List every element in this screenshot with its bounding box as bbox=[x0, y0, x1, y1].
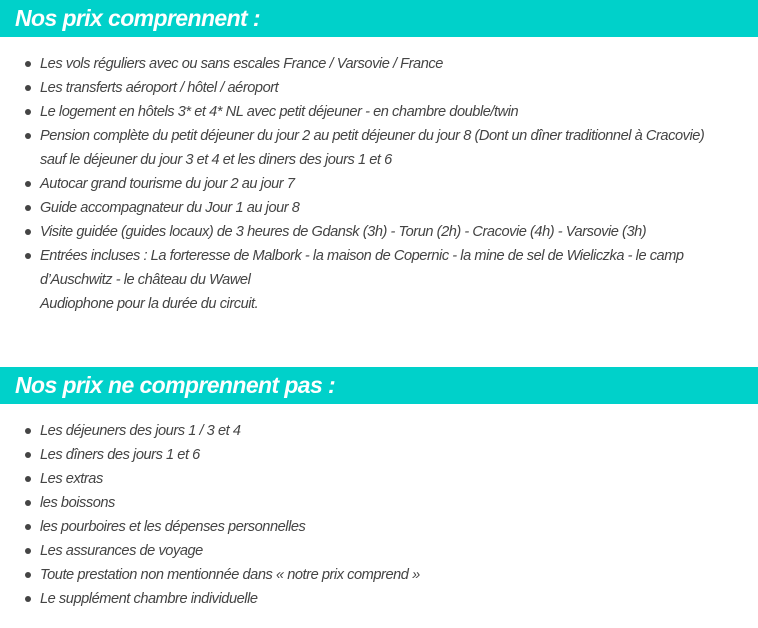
bullet-icon bbox=[25, 428, 31, 434]
list-item-continuation: sauf le déjeuner du jour 3 et 4 et les diners des jours 1 et 6 bbox=[40, 152, 392, 168]
list-item: Les dîners des jours 1 et 6 bbox=[0, 443, 420, 467]
list-item: Les extras bbox=[0, 467, 420, 491]
bullet-icon bbox=[25, 205, 31, 211]
bullet-icon bbox=[25, 572, 31, 578]
bullet-icon bbox=[25, 85, 31, 91]
list-item-continuation: Audiophone pour la durée du circuit. bbox=[40, 296, 259, 312]
list-item: les boissons bbox=[0, 491, 420, 515]
bullet-icon bbox=[25, 596, 31, 602]
list-item-continuation: d’Auschwitz - le château du Wawel bbox=[40, 272, 251, 288]
included-list bbox=[0, 52, 704, 316]
excluded-list bbox=[0, 419, 420, 611]
bullet-icon bbox=[25, 229, 31, 235]
list-item: Le supplément chambre individuelle bbox=[0, 587, 420, 611]
section-title: Nos prix ne comprennent pas : bbox=[15, 372, 335, 398]
section-header-excluded bbox=[0, 367, 758, 404]
list-item: Les assurances de voyage bbox=[0, 539, 420, 563]
list-item: Visite guidée (guides locaux) de 3 heures de Gdansk (3h) - Torun (2h) - Cracovie (4h) - Varsovie (3h) bbox=[0, 220, 704, 244]
list-item: les pourboires et les dépenses personnelles bbox=[0, 515, 420, 539]
list-item: Entrées incluses : La forteresse de Malbork - la maison de Copernic - la mine de sel de Wieliczka - le camp bbox=[0, 244, 704, 268]
bullet-icon bbox=[25, 476, 31, 482]
list-item: Les déjeuners des jours 1 / 3 et 4 bbox=[0, 419, 420, 443]
bullet-icon bbox=[25, 548, 31, 554]
section-title: Nos prix comprennent : bbox=[15, 5, 260, 31]
list-item: Pension complète du petit déjeuner du jour 2 au petit déjeuner du jour 8 (Dont un dîner traditionnel à Cracovie) bbox=[0, 124, 704, 148]
bullet-icon bbox=[25, 61, 31, 67]
bullet-icon bbox=[25, 524, 31, 530]
list-item: Autocar grand tourisme du jour 2 au jour 7 bbox=[0, 172, 704, 196]
bullet-icon bbox=[25, 452, 31, 458]
bullet-icon bbox=[25, 109, 31, 115]
section-header-included bbox=[0, 0, 758, 37]
bullet-icon bbox=[25, 253, 31, 259]
list-item: Les vols réguliers avec ou sans escales France / Varsovie / France bbox=[0, 52, 704, 76]
bullet-icon bbox=[25, 500, 31, 506]
list-item: Les transferts aéroport / hôtel / aéroport bbox=[0, 76, 704, 100]
bullet-icon bbox=[25, 133, 31, 139]
bullet-icon bbox=[25, 181, 31, 187]
list-item: Toute prestation non mentionnée dans « notre prix comprend » bbox=[0, 563, 420, 587]
list-item: Guide accompagnateur du Jour 1 au jour 8 bbox=[0, 196, 704, 220]
list-item: Le logement en hôtels 3* et 4* NL avec petit déjeuner - en chambre double/twin bbox=[0, 100, 704, 124]
